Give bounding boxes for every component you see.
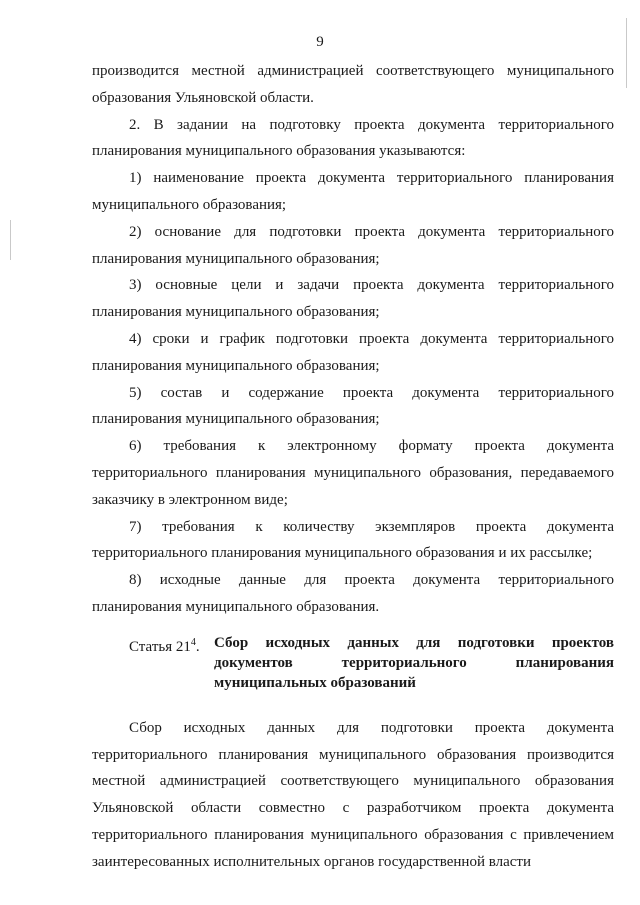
article-dot: . — [195, 638, 200, 655]
paragraph: Сбор исходных данных для подготовки проекта документа территориального планирования муниципального образования производится местной администрацией соответствующего муниципального образования Ульяновской области совместно с разработчиком проекта документа территориального планирования муниципального образования с привлечением заинтересованных исполнительных органов государственной власти — [92, 719, 614, 870]
article-number: Статья 21 — [129, 638, 191, 655]
paragraph: 5) состав и содержание проекта документа территориального планирования муниципального образования; — [92, 384, 614, 428]
paragraphs-before — [92, 58, 614, 621]
article-title: Сбор исходных данных для подготовки проектов документов территориального планирования муниципальных образований — [214, 634, 614, 691]
paragraph: 2. В задании на подготовку проекта документа территориального планирования муниципального образования указываются: — [92, 116, 614, 160]
article-heading — [92, 633, 614, 693]
scan-edge-mark — [10, 220, 11, 260]
article-label — [92, 633, 214, 693]
paragraph: 6) требования к электронному формату проекта документа территориального планирования муниципального образования, передаваемого заказчику в электронном виде; — [92, 438, 614, 508]
paragraph: 3) основные цели и задачи проекта документа территориального планирования муниципального образования; — [92, 277, 614, 321]
article-superscript: 4 — [190, 636, 196, 648]
page-number: 9 — [316, 34, 324, 50]
paragraph: 2) основание для подготовки проекта документа территориального планирования муниципального образования; — [92, 223, 614, 267]
scan-edge-mark — [626, 18, 627, 88]
paragraphs-after — [92, 715, 614, 876]
paragraph: 8) исходные данные для проекта документа территориального планирования муниципального образования. — [92, 572, 614, 615]
document-body — [92, 58, 614, 876]
paragraph: 4) сроки и график подготовки проекта документа территориального планирования муниципального образования; — [92, 330, 614, 374]
paragraph: производится местной администрацией соответствующего муниципального образования Ульяновской области. — [92, 63, 614, 106]
paragraph: 7) требования к количеству экземпляров проекта документа территориального планирования муниципального образования и их рассылке; — [92, 518, 614, 562]
paragraph: 1) наименование проекта документа территориального планирования муниципального образования; — [92, 170, 614, 213]
